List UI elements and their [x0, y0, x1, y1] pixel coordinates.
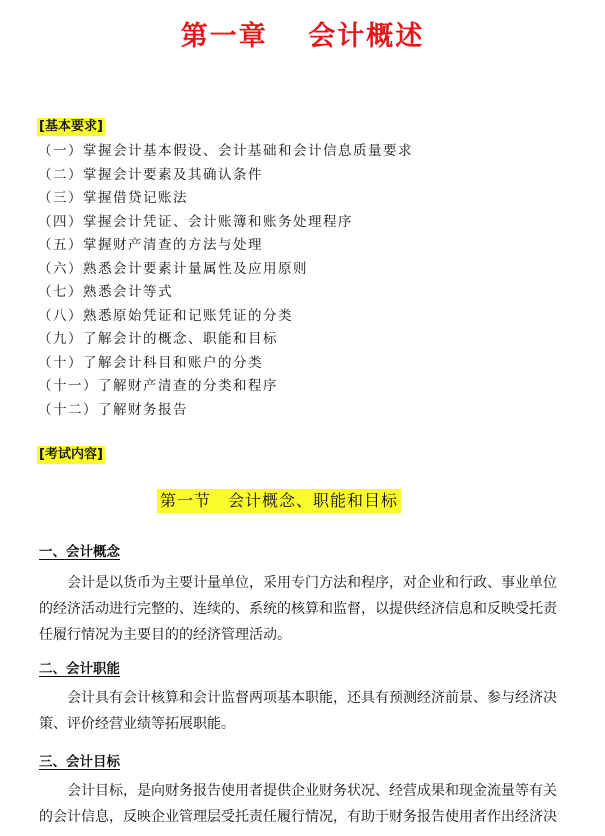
paragraph-line: 会计具有会计核算和会计监督两项基本职能，还具有预测经济前景、参与经济决 [67, 690, 557, 706]
exam-content-label: [考试内容] [39, 447, 103, 462]
section-heading-functions: 二、会计职能 [39, 661, 120, 677]
list-item: （二）掌握会计要素及其确认条件 [38, 166, 263, 183]
section-heading-objectives: 三、会计目标 [39, 754, 120, 770]
list-item: （十二）了解财务报告 [38, 401, 188, 418]
section-title: 第一节 会计概念、职能和目标 [157, 489, 401, 513]
list-item: （八）熟悉原始凭证和记账凭证的分类 [38, 307, 293, 324]
list-item: （五）掌握财产清查的方法与处理 [38, 237, 263, 253]
requirements-list [38, 140, 413, 422]
paragraph-line: 会计目标，是向财务报告使用者提供企业财务状况、经营成果和现金流量等有关 [67, 783, 557, 799]
section-heading-concept: 一、会计概念 [39, 544, 120, 560]
list-item: （六）熟悉会计要素计量属性及应用原则 [38, 260, 308, 277]
paragraph-line: 任履行情况为主要目的的经济管理活动。 [39, 627, 291, 643]
paragraph-line: 策、评价经营业绩等拓展职能。 [39, 716, 235, 732]
paragraph-line: 的会计信息，反映企业管理层受托责任履行情况，有助于财务报告使用者作出经济决 [39, 809, 557, 825]
list-item: （三）掌握借贷记账法 [38, 190, 188, 206]
paragraph-concept [39, 570, 595, 648]
paragraph-line: 的经济活动进行完整的、连续的、系统的核算和监督，以提供经济信息和反映受托责 [39, 601, 557, 617]
chapter-title: 第一章 会计概述 [180, 21, 425, 52]
list-item: （十）了解会计科目和账户的分类 [38, 354, 263, 371]
list-item: （一）掌握会计基本假设、会计基础和会计信息质量要求 [38, 143, 413, 159]
paragraph-functions [39, 685, 595, 737]
list-item: （七）熟悉会计等式 [38, 284, 173, 300]
paragraph-objectives [39, 778, 595, 830]
list-item: （四）掌握会计凭证、会计账簿和账务处理程序 [38, 213, 353, 230]
list-item: （十一）了解财产清查的分类和程序 [38, 378, 278, 394]
basic-requirements-label: [基本要求] [39, 119, 103, 134]
paragraph-line: 会计是以货币为主要计量单位，采用专门方法和程序，对企业和行政、事业单位 [67, 575, 557, 591]
list-item: （九）了解会计的概念、职能和目标 [38, 331, 278, 347]
